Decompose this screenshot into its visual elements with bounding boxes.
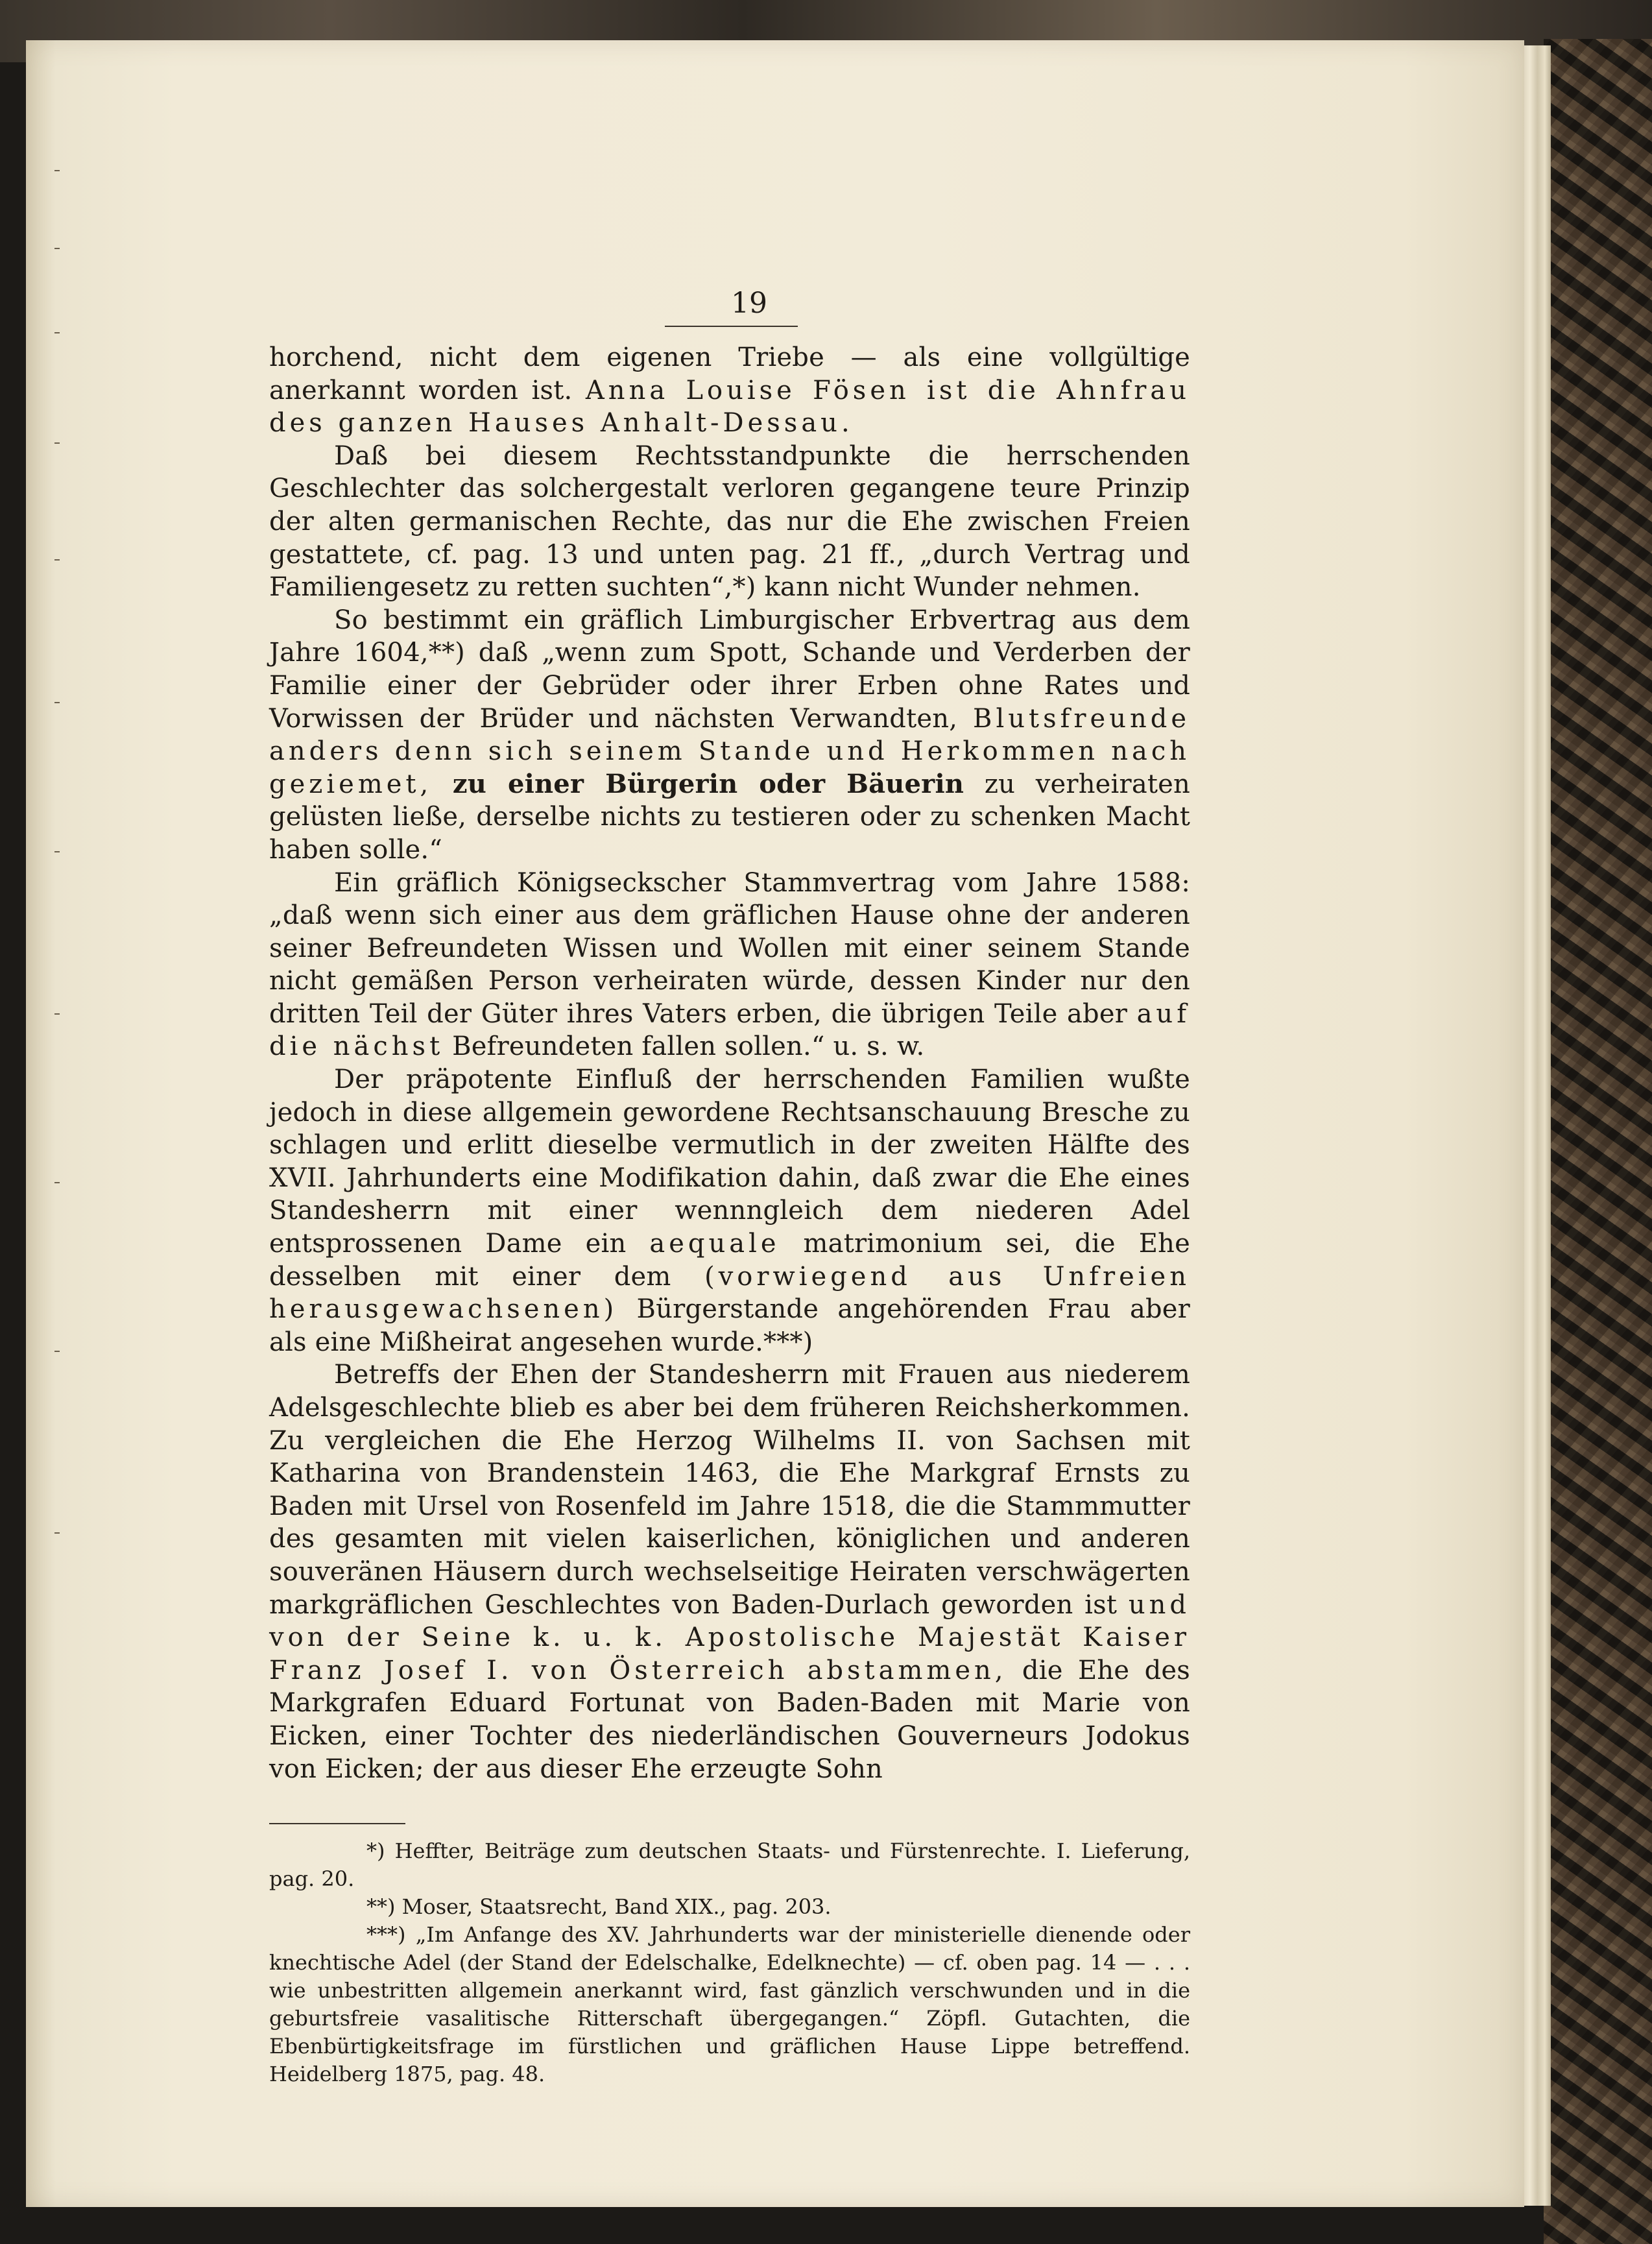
paragraph-6 (269, 1358, 1190, 1785)
footnote-3: ***) „Im Anfange des XV. Jahrhunderts war der ministerielle dienende oder knechtische Adel (der Stand der Edelschalke, Edelknechte) — cf. oben pag. 14 — . . . wie unbestritten allgemein anerkannt wird, fast gänzlich verschwunden und in die geburtsfreie vasalitische Ritterschaft übergegangen.“ Zöpfl. Gutachten, die Ebenbürtigkeitsfrage im fürstlichen und gräflichen Hause Lippe betreffend. Heidelberg 1875, pag. 48. (269, 1922, 1190, 2087)
paragraph-6-spaced: und von der Seine k. u. k. Apostolische Majestät Kaiser Franz Josef I. von Österreich abstammen, (269, 1589, 1190, 1685)
paragraph-3-bold: zu einer Bürgerin oder Bäuerin (452, 768, 964, 799)
paragraph-5-spaced-d: (vorwiegend aus Unfreien herausgewachsenen) (269, 1261, 1190, 1325)
page-stack-edge (1520, 45, 1551, 2206)
paragraph-5-text-e: Bürgerstande angehörenden Frau aber als eine Mißheirat angesehen wurde.***) (269, 1294, 1190, 1357)
paragraph-6-text-a: Betreffs der Ehen der Standesherrn mit Frauen aus niederem Adelsgeschlechte blieb es aber bei dem früheren Reichsherkommen. Zu vergleichen die Ehe Herzog Wilhelms II. von Sachsen mit Katharina von Brandenstein 1463, die Ehe Markgraf Ernsts zu Baden mit Ursel von Rosenfeld im Jahre 1518, die die Stammmutter des gesamten mit vielen kaiserlichen, königlichen und anderen souveränen Häusern durch wechselseitige Heiraten verschwägerten markgräflichen Geschlechtes von Baden-Durlach geworden ist (269, 1360, 1190, 1620)
paragraph-5-text-c: matrimonium sei, die Ehe desselben mit einer dem (269, 1229, 1190, 1292)
page-number: 19 (731, 287, 767, 320)
paragraph-4 (269, 867, 1190, 1064)
paragraph-5-spaced-b: aequale (649, 1229, 780, 1259)
paragraph-5-text-a: Der präpotente Einfluß der herrschenden Familien wußte jedoch in diese allgemein gewordene Rechtsanschauung Bresche zu schlagen und erlitt dieselbe vermutlich in der zweiten Hälfte des XVII. Jahrhunderts eine Modifikation dahin, daß zwar die Ehe eines Standesherrn mit einer wennngleich dem niederen Adel entsprossenen Dame ein (269, 1065, 1190, 1259)
footnote-1: *) Heffter, Beiträge zum deutschen Staats- und Fürstenrechte. I. Lieferung, pag. 20. (269, 1839, 1190, 1892)
page-content (269, 285, 1190, 2088)
paragraph-5 (269, 1063, 1190, 1358)
paragraph-4-spaced: auf die nächst (269, 998, 1190, 1062)
marbled-book-edge (1544, 39, 1652, 2244)
paragraph-6-text-c: die Ehe des Markgrafen Eduard Fortunat von Baden-Baden mit Marie von Eicken, einer Tochter des niederländischen Gouverneurs Jodokus von Eicken; der aus dieser Ehe erzeugte Sohn (269, 1655, 1190, 1784)
paragraph-3-spaced: Blutsfreunde anders denn sich seinem Stande und Herkommen nach geziemet, (269, 703, 1190, 799)
paragraph-1-spaced: Anna Louise Fösen ist die Ahnfrau des ganzen Hauses Anhalt-Dessau. (269, 375, 1190, 439)
paragraph-3-text-a: So bestimmt ein gräflich Limburgischer Erbvertrag aus dem Jahre 1604,**) daß „wenn zum Spott, Schande und Verderben der Familie einer der Gebrüder oder ihrer Erben ohne Rates und Vorwissen der Brüder und nächsten Verwandten, (269, 605, 1190, 734)
footnote-rule (269, 1823, 405, 1824)
paragraph-3-text-d: zu verheiraten gelüsten ließe, derselbe nichts zu testieren oder zu schenken Macht haben solle.“ (269, 769, 1191, 865)
paragraph-1-text: horchend, nicht dem eigenen Triebe — als eine vollgültige anerkannt worden ist. (269, 343, 1190, 405)
footnotes (269, 1837, 1190, 2088)
body-text (269, 341, 1190, 1785)
paragraph-3 (269, 604, 1190, 867)
paragraph-4-text-a: Ein gräflich Königseckscher Stammvertrag vom Jahre 1588: „daß wenn sich einer aus dem gräflichen Hause ohne der anderen seiner Befreundeten Wissen und Wollen mit einer seinem Stande nicht gemäßen Person verheiraten würde, dessen Kinder nur den dritten Teil der Güter ihres Vaters erben, die übrigen Teile aber (269, 867, 1190, 1029)
paragraph-2: Daß bei diesem Rechtsstandpunkte die herrschenden Geschlechter das solchergestalt verloren gegangene teure Prinzip der alten germanischen Rechte, das nur die Ehe zwischen Freien gestattete, cf. pag. 13 und unten pag. 21 ff., „durch Vertrag und Familiengesetz zu retten suchten“,*) kann nicht Wunder nehmen. (269, 440, 1190, 603)
footnote-2: **) Moser, Staatsrecht, Band XIX., pag. 203. (366, 1894, 832, 1920)
paragraph-4-text-c: Befreundeten fallen sollen.“ u. s. w. (452, 1032, 925, 1062)
paragraph-1 (269, 341, 1190, 440)
header-rule (665, 326, 798, 327)
binding-marks (54, 170, 61, 1597)
